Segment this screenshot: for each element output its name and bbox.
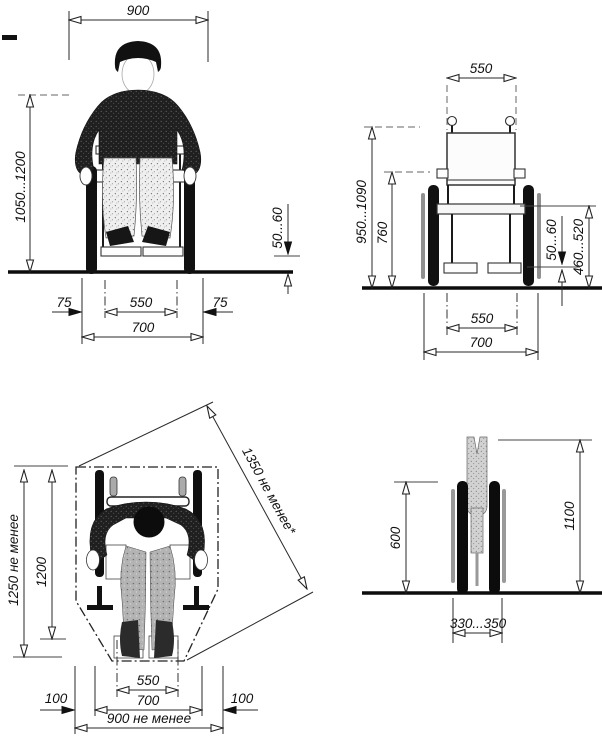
left-hand	[87, 550, 100, 570]
right-foot	[154, 620, 174, 658]
backrest	[447, 133, 515, 185]
dim-seat-height: 600	[388, 526, 403, 550]
dim-depth-min: 1250 не менее	[6, 514, 21, 606]
right-wheel	[523, 185, 534, 286]
right-hand	[184, 167, 196, 185]
dim-diagonal-min: 1350 не менее*	[239, 444, 299, 537]
dim-track-width: 700	[136, 693, 160, 708]
dim-seat-height: 460...520	[571, 218, 586, 276]
left-hand	[80, 167, 92, 185]
dim-track-width: 700	[131, 320, 155, 335]
folded-backrest	[467, 437, 487, 515]
page-edge-mark	[2, 35, 17, 40]
dim-backrest-height: 760	[375, 221, 390, 245]
front-view-person-in-wheelchair	[8, 3, 300, 344]
rear-view-wheelchair	[354, 61, 602, 360]
head-top	[134, 507, 165, 538]
dim-width-min: 900 не менее	[106, 711, 192, 726]
dim-side-right: 100	[230, 691, 254, 706]
folded-wheelchair-view	[362, 437, 602, 643]
right-push-handle	[506, 117, 515, 126]
seat-bar	[437, 204, 525, 214]
left-wheel	[457, 481, 468, 594]
dim-overall-height: 1100	[562, 501, 577, 531]
face	[122, 54, 154, 94]
dim-depth: 1200	[34, 556, 49, 588]
right-leg	[139, 158, 173, 238]
dim-margin-left: 75	[56, 295, 72, 310]
dim-seat-width: 550	[136, 673, 160, 688]
folded-wheelchair-drawing	[451, 437, 506, 594]
person-plan-figure	[87, 502, 208, 658]
dim-overall-height: 1050...1200	[13, 151, 28, 223]
sweater-torso-arms	[75, 90, 201, 173]
dim-side-left: 100	[44, 691, 68, 706]
right-wheel	[489, 481, 500, 594]
left-push-handle	[448, 117, 457, 126]
left-wheel	[428, 185, 439, 286]
dim-margin-right: 75	[212, 295, 228, 310]
left-leg	[102, 158, 136, 238]
dim-handle-height: 950...1090	[354, 180, 369, 244]
plan-view-person-in-wheelchair	[6, 402, 313, 734]
dim-seat-width: 550	[470, 311, 494, 326]
left-foot	[120, 620, 140, 658]
dim-overall-width: 900	[126, 3, 150, 18]
dim-footrest-clearance: 50...60	[544, 219, 559, 261]
dim-seat-width: 550	[129, 295, 153, 310]
dim-folded-width: 330...350	[449, 616, 507, 631]
dim-track-width: 700	[469, 335, 493, 350]
dim-footrest-clearance: 50...60	[270, 207, 285, 249]
wheelchair-plan-drawing	[87, 470, 209, 658]
right-hand	[195, 550, 208, 570]
dim-back-width: 550	[469, 61, 493, 76]
wheelchair-rear-drawing	[421, 117, 541, 287]
